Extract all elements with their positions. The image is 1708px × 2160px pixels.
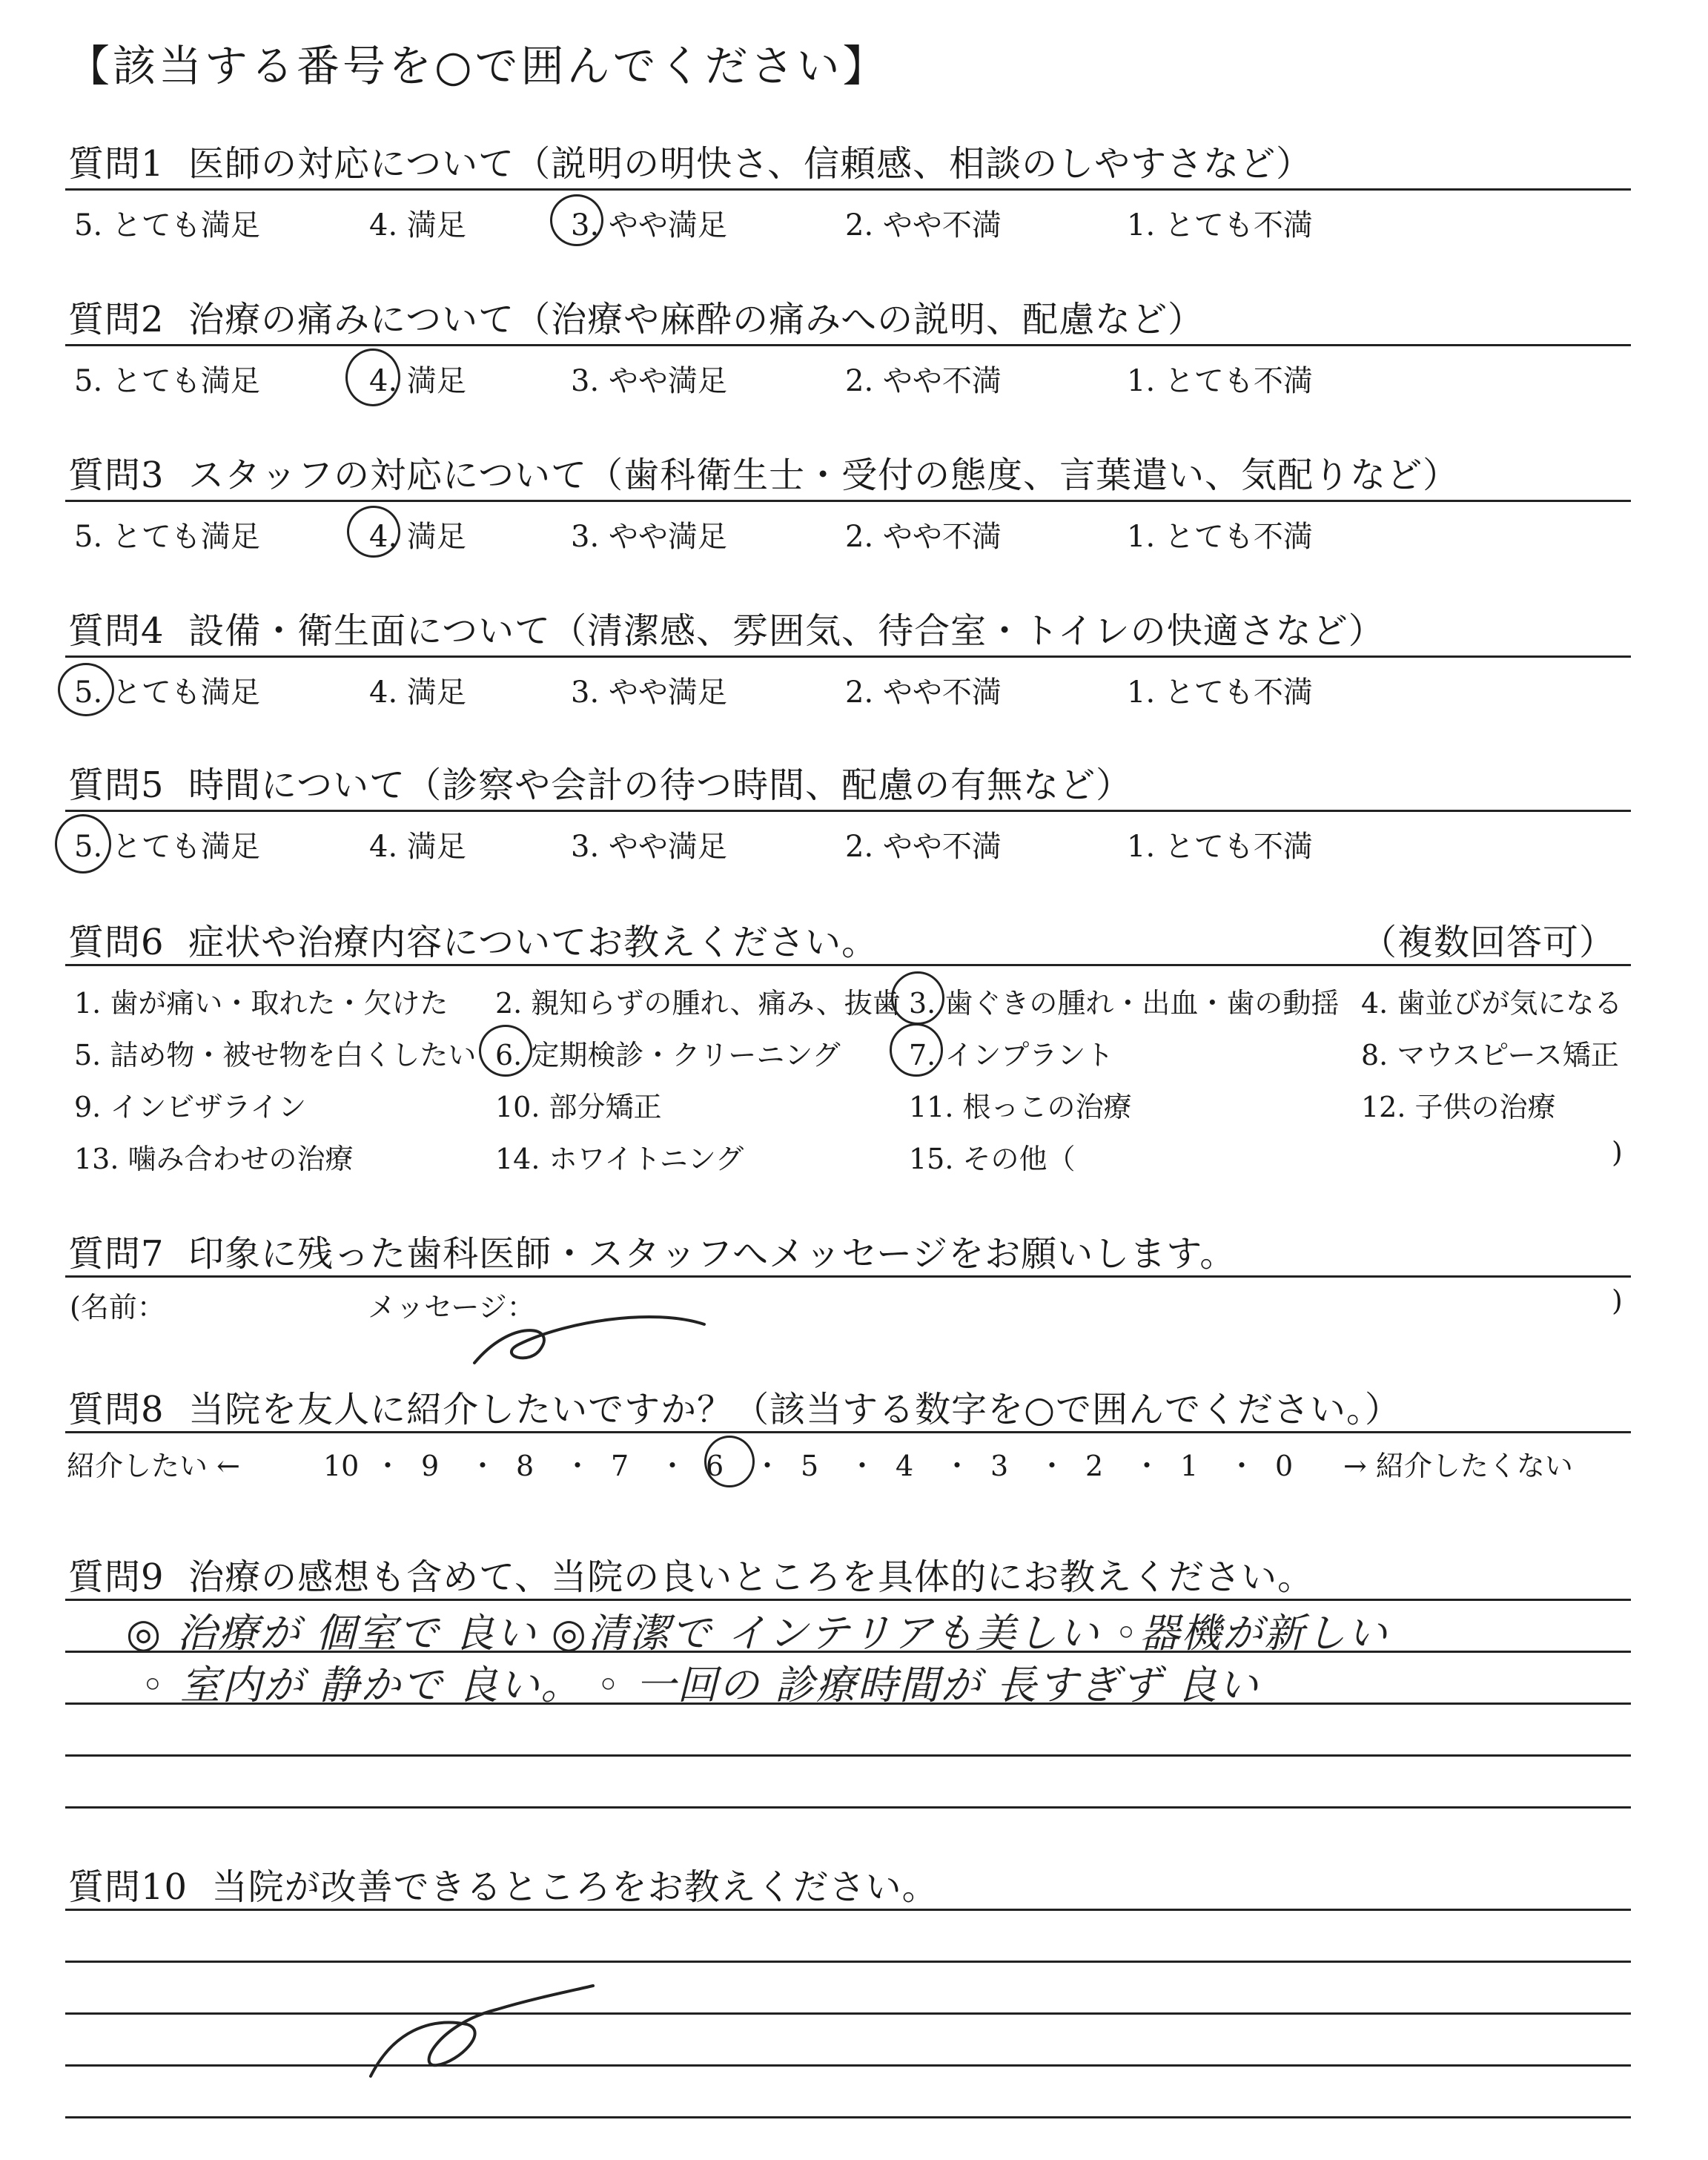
q4-option-2[interactable]: 2. やや不満 <box>845 676 1002 710</box>
selection-circle <box>347 506 400 558</box>
question-text: 治療の感想も含めて、当院の良いところを具体的にお教えください。 <box>188 1556 1314 1598</box>
treatment-option-2[interactable]: 2. 親知らずの腫れ、痛み、抜歯 <box>495 987 901 1020</box>
question-label: 質問1 <box>68 143 165 185</box>
question-label: 質問8 <box>68 1389 165 1430</box>
question-label: 質問10 <box>68 1866 188 1908</box>
scale-dot: ・ <box>943 1450 972 1482</box>
treatment-option-9[interactable]: 9. インビザライン <box>74 1091 307 1123</box>
question-text: 当院が改善できるところをお教えください。 <box>211 1866 939 1908</box>
scale-2[interactable]: 2 <box>1085 1450 1104 1482</box>
multiple-answers-note: （複数回答可） <box>1361 922 1616 963</box>
question-label: 質問4 <box>68 610 165 652</box>
question-8-title <box>68 1381 1401 1432</box>
scale-8[interactable]: 8 <box>516 1450 534 1482</box>
question-text: 医師の対応について（説明の明快さ、信頼感、相談のしやすさなど） <box>188 143 1313 185</box>
q1-option-3[interactable]: 3. やや満足 <box>571 208 727 242</box>
answer-line <box>65 1961 1631 1963</box>
scale-dot: ・ <box>658 1450 687 1482</box>
name-label: (名前： <box>70 1291 165 1324</box>
scale-dot: ・ <box>1133 1450 1162 1482</box>
scale-5[interactable]: 5 <box>801 1450 819 1482</box>
recommend-left-label: 紹介したい ← <box>67 1450 240 1482</box>
divider <box>65 655 1631 658</box>
scale-dot: ・ <box>753 1450 782 1482</box>
treatment-option-10[interactable]: 10. 部分矯正 <box>495 1091 662 1123</box>
q4-option-3[interactable]: 3. やや満足 <box>571 676 727 710</box>
q5-option-1[interactable]: 1. とても不満 <box>1127 830 1313 864</box>
recommend-scale <box>323 1443 1312 1484</box>
q4-option-5[interactable]: 5. とても満足 <box>74 676 260 710</box>
q3-option-5[interactable]: 5. とても満足 <box>74 520 260 554</box>
q3-option-2[interactable]: 2. やや不満 <box>845 520 1002 554</box>
answer-line <box>65 2116 1631 2118</box>
divider <box>65 500 1631 502</box>
scale-dot: ・ <box>1228 1450 1257 1482</box>
scale-10[interactable]: 10 <box>323 1450 360 1482</box>
q1-option-4[interactable]: 4. 満足 <box>369 208 466 242</box>
question-text: 症状や治療内容についてお教えください。 <box>188 922 878 963</box>
question-text: 印象に残った歯科医師・スタッフへメッセージをお願いします。 <box>188 1233 1237 1275</box>
answer-line <box>65 1754 1631 1757</box>
question-text: 治療の痛みについて（治療や麻酔の痛みへの説明、配慮など） <box>188 299 1205 340</box>
divider <box>65 344 1631 346</box>
scale-1[interactable]: 1 <box>1180 1450 1199 1482</box>
treatment-option-13[interactable]: 13. 噛み合わせの治療 <box>74 1143 354 1175</box>
divider <box>65 810 1631 812</box>
question-label: 質問5 <box>68 764 165 806</box>
handwritten-answer-line-1: ◎ 治療が 個室で 良い ◎清潔で インテリアも美しい ◦器機が新しい <box>126 1610 1389 1657</box>
q1-option-1[interactable]: 1. とても不満 <box>1127 208 1313 242</box>
q1-option-2[interactable]: 2. やや不満 <box>845 208 1002 242</box>
q3-option-1[interactable]: 1. とても不満 <box>1127 520 1313 554</box>
answer-line <box>65 1599 1631 1601</box>
scale-dot: ・ <box>374 1450 403 1482</box>
treatment-option-15[interactable]: 15. その他（ <box>909 1143 1076 1175</box>
scale-dot: ・ <box>563 1450 592 1482</box>
question-label: 質問6 <box>68 922 165 963</box>
scale-dot: ・ <box>469 1450 497 1482</box>
scale-dot: ・ <box>1038 1450 1067 1482</box>
question-text: スタッフの対応について（歯科衛生士・受付の態度、言葉遣い、気配りなど） <box>188 455 1460 496</box>
q3-option-4[interactable]: 4. 満足 <box>369 520 466 554</box>
treatment-option-4[interactable]: 4. 歯並びが気になる <box>1361 987 1623 1020</box>
scale-7[interactable]: 7 <box>611 1450 629 1482</box>
q2-option-4[interactable]: 4. 満足 <box>369 364 466 398</box>
selection-circle <box>891 971 944 1025</box>
answer-line <box>65 1806 1631 1809</box>
selection-circle <box>550 194 603 246</box>
question-label: 質問3 <box>68 455 165 496</box>
message-close-paren: ) <box>1612 1284 1623 1317</box>
question-2-title <box>68 291 1204 342</box>
q2-option-5[interactable]: 5. とても満足 <box>74 364 260 398</box>
selection-circle <box>704 1436 755 1487</box>
treatment-option-11[interactable]: 11. 根っこの治療 <box>909 1091 1132 1123</box>
message-label: メッセージ： <box>368 1291 535 1324</box>
scale-0[interactable]: 0 <box>1275 1450 1294 1482</box>
treatment-option-12[interactable]: 12. 子供の治療 <box>1361 1091 1556 1123</box>
treatment-option-1[interactable]: 1. 歯が痛い・取れた・欠けた <box>74 987 448 1020</box>
recommend-right-label: → 紹介したくない <box>1343 1450 1573 1482</box>
scale-4[interactable]: 4 <box>896 1450 914 1482</box>
treatment-option-5[interactable]: 5. 詰め物・被せ物を白くしたい <box>74 1039 477 1071</box>
question-3-title <box>68 446 1459 498</box>
q3-option-3[interactable]: 3. やや満足 <box>571 520 727 554</box>
q2-option-3[interactable]: 3. やや満足 <box>571 364 727 398</box>
form-title: 【該当する番号を○で囲んでください】 <box>67 41 889 91</box>
question-label: 質問7 <box>68 1233 165 1275</box>
divider <box>65 1431 1631 1433</box>
answer-line <box>65 2064 1631 2067</box>
q5-option-3[interactable]: 3. やや満足 <box>571 830 727 864</box>
question-label: 質問9 <box>68 1556 165 1598</box>
divider <box>65 188 1631 191</box>
treatment-option-3[interactable]: 3. 歯ぐきの腫れ・出血・歯の動揺 <box>909 987 1340 1020</box>
divider <box>65 1275 1631 1278</box>
other-close-paren: ) <box>1612 1136 1623 1169</box>
question-6-title <box>68 914 878 965</box>
question-10-title <box>68 1858 939 1909</box>
selection-circle <box>55 814 111 873</box>
question-4-title <box>68 602 1385 653</box>
answer-line <box>65 2012 1631 2015</box>
scale-9[interactable]: 9 <box>421 1450 440 1482</box>
treatment-option-8[interactable]: 8. マウスピース矯正 <box>1361 1039 1619 1071</box>
q4-option-4[interactable]: 4. 満足 <box>369 676 466 710</box>
divider <box>65 964 1631 966</box>
question-text: 設備・衛生面について（清潔感、雰囲気、待合室・トイレの快適さなど） <box>188 610 1385 652</box>
answer-line <box>65 1909 1631 1911</box>
question-label: 質問2 <box>68 299 165 340</box>
question-5-title <box>68 756 1132 807</box>
scale-dot: ・ <box>848 1450 877 1482</box>
treatment-option-14[interactable]: 14. ホワイトニング <box>495 1143 744 1175</box>
q4-option-1[interactable]: 1. とても不満 <box>1127 676 1313 710</box>
question-text: 時間について（診察や会計の待つ時間、配慮の有無など） <box>188 764 1133 806</box>
q1-option-5[interactable]: 5. とても満足 <box>74 208 260 242</box>
question-1-title <box>68 135 1312 186</box>
selection-circle <box>345 349 400 406</box>
selection-circle <box>890 1023 943 1077</box>
selection-circle <box>58 663 114 716</box>
question-9-title <box>68 1548 1314 1599</box>
q5-option-2[interactable]: 2. やや不満 <box>845 830 1002 864</box>
q2-option-2[interactable]: 2. やや不満 <box>845 364 1002 398</box>
handwritten-answer-line-2: ◦ 室内が 静かで 良い。 ◦ 一回の 診療時間が 長すぎず 良い <box>141 1662 1260 1708</box>
empty-answer-slash <box>363 1980 600 2084</box>
treatment-option-6[interactable]: 6. 定期検診・クリーニング <box>495 1039 841 1071</box>
scale-3[interactable]: 3 <box>990 1450 1009 1482</box>
selection-circle <box>479 1025 532 1077</box>
question-7-title <box>68 1225 1236 1276</box>
empty-answer-slash <box>467 1304 712 1378</box>
q5-option-4[interactable]: 4. 満足 <box>369 830 466 864</box>
scale-6[interactable]: 6 <box>706 1450 724 1482</box>
question-text: 当院を友人に紹介したいですか？（該当する数字を○で囲んでください。） <box>188 1389 1401 1430</box>
q5-option-5[interactable]: 5. とても満足 <box>74 830 260 864</box>
treatment-option-7[interactable]: 7. インプラント <box>909 1039 1114 1071</box>
q2-option-1[interactable]: 1. とても不満 <box>1127 364 1313 398</box>
